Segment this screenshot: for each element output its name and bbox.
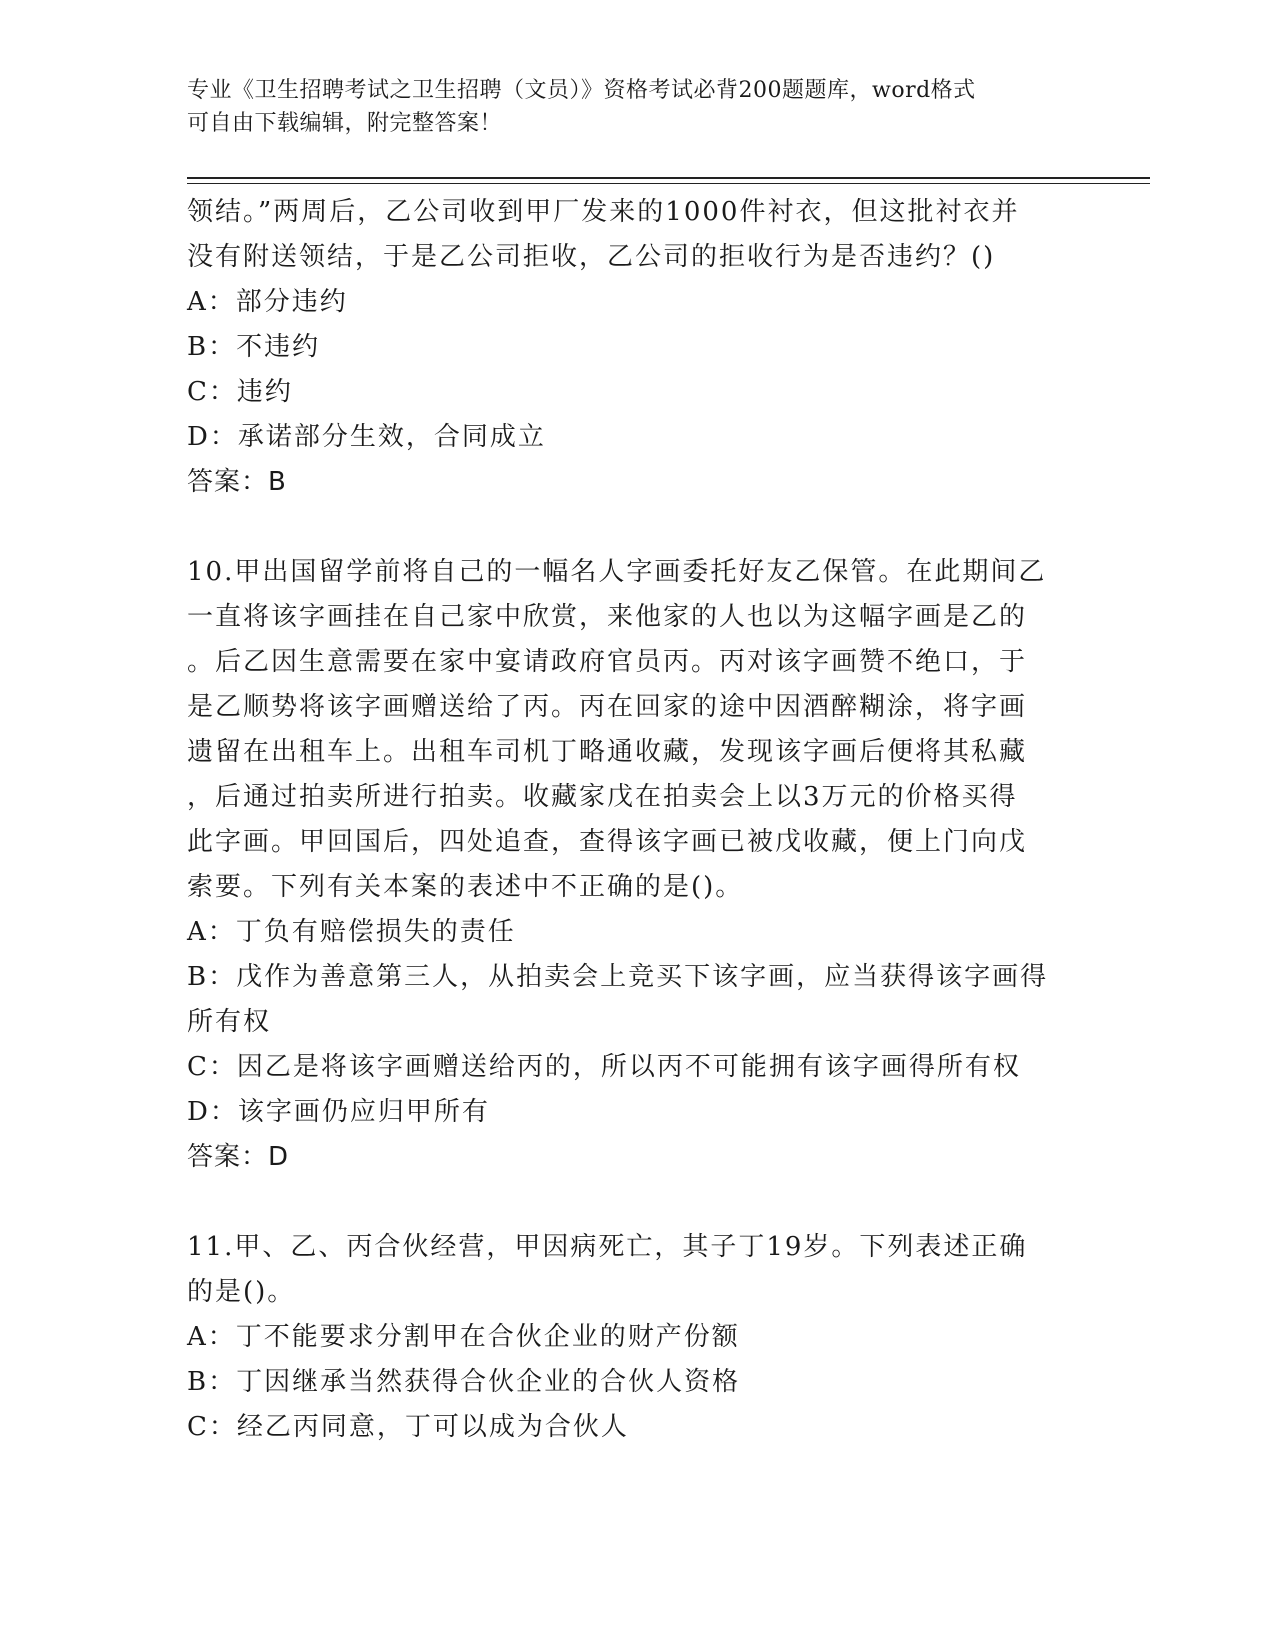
answer: 答案：D — [187, 1142, 290, 1172]
header-rule-thick — [187, 177, 1150, 179]
option-b-continued: 所有权 — [187, 1007, 272, 1037]
option-d: D：该字画仍应归甲所有 — [187, 1097, 490, 1127]
question-stem-line: 没有附送领结，于是乙公司拒收，乙公司的拒收行为是否违约？() — [187, 242, 996, 272]
header-rule-thin — [187, 183, 1150, 184]
option-a: A：丁负有赔偿损失的责任 — [187, 917, 516, 947]
answer: 答案：B — [187, 467, 287, 497]
question-9 — [187, 190, 1077, 505]
question-stem-line: 的是()。 — [187, 1277, 296, 1307]
question-stem-line: 一直将该字画挂在自己家中欣赏，来他家的人也以为这幅字画是乙的 — [187, 602, 1028, 632]
question-10 — [187, 550, 1077, 1180]
header-line-2: 可自由下载编辑，附完整答案！ — [187, 111, 503, 136]
option-a: A：部分违约 — [187, 287, 348, 317]
question-stem-line: 此字画。甲回国后，四处追查，查得该字画已被戊收藏，便上门向戊 — [187, 827, 1028, 857]
option-b: B：丁因继承当然获得合伙企业的合伙人资格 — [187, 1367, 741, 1397]
question-11 — [187, 1225, 1077, 1450]
question-stem-line: 遗留在出租车上。出租车司机丁略通收藏，发现该字画后便将其私藏 — [187, 737, 1028, 767]
question-stem-line: 索要。下列有关本案的表述中不正确的是()。 — [187, 872, 744, 902]
question-stem-line: ，后通过拍卖所进行拍卖。收藏家戊在拍卖会上以3万元的价格买得 — [187, 782, 1018, 812]
question-stem-line: 10.甲出国留学前将自己的一幅名人字画委托好友乙保管。在此期间乙 — [187, 557, 1047, 587]
question-stem-line: 是乙顺势将该字画赠送给了丙。丙在回家的途中因酒醉糊涂，将字画 — [187, 692, 1028, 722]
question-stem-line: 11.甲、乙、丙合伙经营，甲因病死亡，其子丁19岁。下列表述正确 — [187, 1232, 1028, 1262]
option-b: B：戊作为善意第三人，从拍卖会上竞买下该字画，应当获得该字画得 — [187, 962, 1049, 992]
option-c: C：因乙是将该字画赠送给丙的，所以丙不可能拥有该字画得所有权 — [187, 1052, 1021, 1082]
option-b: B：不违约 — [187, 332, 321, 362]
question-stem-line: 领结。”两周后，乙公司收到甲厂发来的1000件衬衣，但这批衬衣并 — [187, 197, 1020, 227]
option-d: D：承诺部分生效，合同成立 — [187, 422, 546, 452]
document-body — [187, 190, 1077, 1450]
option-a: A：丁不能要求分割甲在合伙企业的财产份额 — [187, 1322, 740, 1352]
header-line-1: 专业《卫生招聘考试之卫生招聘（文员）》资格考试必背200题题库，word格式 — [187, 78, 976, 103]
document-header — [187, 74, 1067, 140]
option-c: C：违约 — [187, 377, 293, 407]
option-c: C：经乙丙同意，丁可以成为合伙人 — [187, 1412, 629, 1442]
question-stem-line: 。后乙因生意需要在家中宴请政府官员丙。丙对该字画赞不绝口，于 — [187, 647, 1028, 677]
